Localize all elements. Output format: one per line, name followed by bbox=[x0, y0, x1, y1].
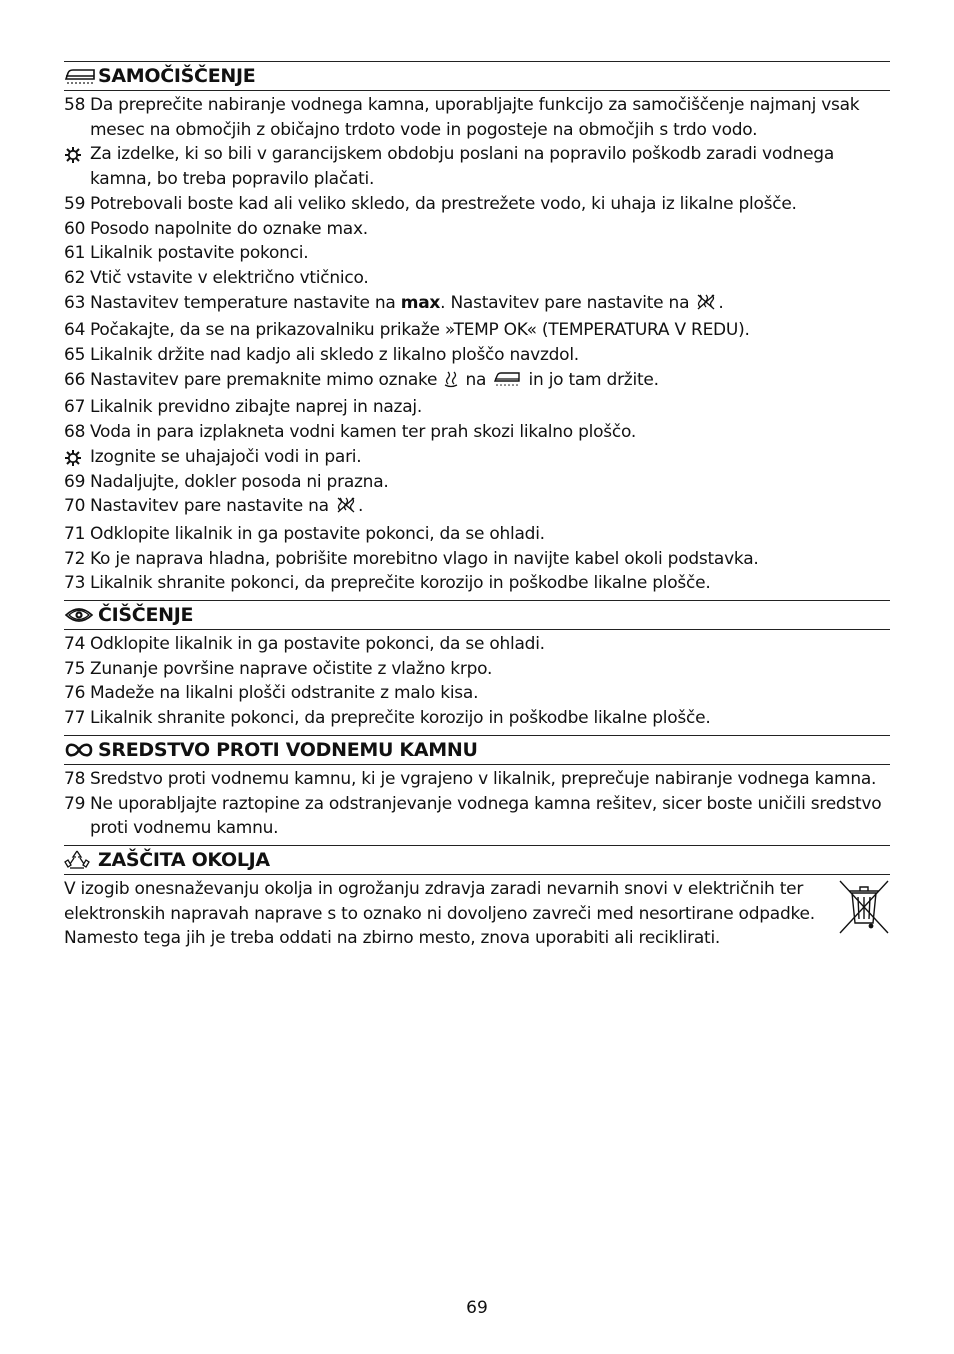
list-item: 59 Potrebovali boste kad ali veliko skledo, da prestrežete vodo, ki uhaja iz likalne plošče. bbox=[64, 193, 797, 214]
list-item: 74 Odklopite likalnik in ga postavite pokonci, da se ohladi. bbox=[64, 634, 545, 655]
list-item: 63 Nastavitev temperature nastavite na max. Nastavitev pare nastavite na . bbox=[64, 291, 890, 319]
list-item-warning: Za izdelke, ki so bili v garancijskem obdobju poslani na popravilo poškodb zaradi vodnega kamna, bo treba popravilo plačati. bbox=[64, 142, 890, 191]
section-title: ZAŠČITA OKOLJA bbox=[98, 848, 270, 871]
iron-selfclean-icon bbox=[493, 370, 521, 396]
list-item: 64 Počakajte, da se na prikazovalniku prikaže »TEMP OK« (TEMPERATURA V REDU). bbox=[64, 320, 750, 341]
list-item: 66 Nastavitev pare premaknite mimo oznake na in jo tam držite. bbox=[64, 368, 890, 396]
list-item: 70 Nastavitev pare nastavite na . bbox=[64, 494, 890, 522]
list-item: 77 Likalnik shranite pokonci, da preprečite korozijo in poškodbe likalne plošče. bbox=[64, 708, 711, 729]
list-item: 58 Da preprečite nabiranje vodnega kamna, uporabljajte funkcijo za samočiščenje najmanj vsak mesec na območjih z običajno trdoto vode in pogosteje na območjih s trdo vodo. bbox=[64, 95, 860, 140]
recycle-icon bbox=[64, 849, 98, 871]
steam-icon bbox=[444, 370, 458, 396]
list-item: 72 Ko je naprava hladna, pobrišite morebitno vlago in navijte kabel okoli podstavka. bbox=[64, 548, 759, 569]
list-item-warning: Izognite se uhajajoči vodi in pari. bbox=[64, 445, 890, 470]
list-item: 73 Likalnik shranite pokonci, da preprečite korozijo in poškodbe likalne plošče. bbox=[64, 573, 711, 594]
infinity-icon bbox=[64, 739, 98, 761]
environment-text: V izogib onesnaževanju okolja in ogrožanju zdravja zaradi nevarnih snovi v električnih ter elektronskih napravah naprave s to oznako ni dovoljeno zavreči med nesortirane odpadke. Namesto tega jih je treba oddati na zbirno mesto, znova uporabiti ali reciklirati. bbox=[64, 878, 815, 949]
list-item: 69 Nadaljujte, dokler posoda ni prazna. bbox=[64, 471, 389, 492]
page-content bbox=[64, 61, 890, 951]
list-item: 79 Ne uporabljajte raztopine za odstranjevanje vodnega kamna rešitev, sicer boste uničili sredstvo proti vodnemu kamnu. bbox=[64, 793, 882, 839]
list-item: 67 Likalnik previdno zibajte naprej in nazaj. bbox=[64, 397, 422, 418]
section-heading-selfclean bbox=[64, 61, 890, 91]
antiscale-list bbox=[64, 765, 890, 845]
list-item: 75 Zunanje površine naprave očistite z vlažno krpo. bbox=[64, 658, 493, 679]
steam-off-icon bbox=[696, 293, 716, 319]
section-title: SAMOČIŠČENJE bbox=[98, 65, 256, 87]
page-number: 69 bbox=[466, 1298, 488, 1318]
list-item: 60 Posodo napolnite do oznake max. bbox=[64, 218, 368, 239]
environment-block bbox=[64, 875, 890, 951]
sun-warning-icon bbox=[64, 142, 90, 191]
list-item: 68 Voda in para izplakneta vodni kamen ter prah skozi likalno ploščo. bbox=[64, 422, 636, 443]
section-heading-environment bbox=[64, 845, 890, 875]
list-item: 71 Odklopite likalnik in ga postavite pokonci, da se ohladi. bbox=[64, 523, 545, 544]
eye-cleaning-icon bbox=[64, 604, 98, 626]
section-title: SREDSTVO PROTI VODNEMU KAMNU bbox=[98, 738, 478, 761]
selfclean-list bbox=[64, 91, 890, 600]
list-item: 78 Sredstvo proti vodnemu kamnu, ki je vgrajeno v likalnik, preprečuje nabiranje vodnega kamna. bbox=[64, 768, 877, 789]
list-item: 61 Likalnik postavite pokonci. bbox=[64, 243, 309, 264]
section-heading-cleaning bbox=[64, 600, 890, 630]
crossed-bin-icon bbox=[838, 877, 890, 951]
section-title: ČIŠČENJE bbox=[98, 604, 194, 627]
section-heading-antiscale bbox=[64, 735, 890, 765]
list-item: 62 Vtič vstavite v električno vtičnico. bbox=[64, 267, 369, 288]
iron-selfclean-icon bbox=[64, 65, 98, 87]
list-item: 65 Likalnik držite nad kadjo ali skledo z likalno ploščo navzdol. bbox=[64, 345, 579, 366]
sun-warning-icon bbox=[64, 445, 90, 470]
steam-off-icon bbox=[336, 496, 356, 522]
list-item: 76 Madeže na likalni plošči odstranite z malo kisa. bbox=[64, 683, 479, 704]
cleaning-list bbox=[64, 630, 890, 735]
